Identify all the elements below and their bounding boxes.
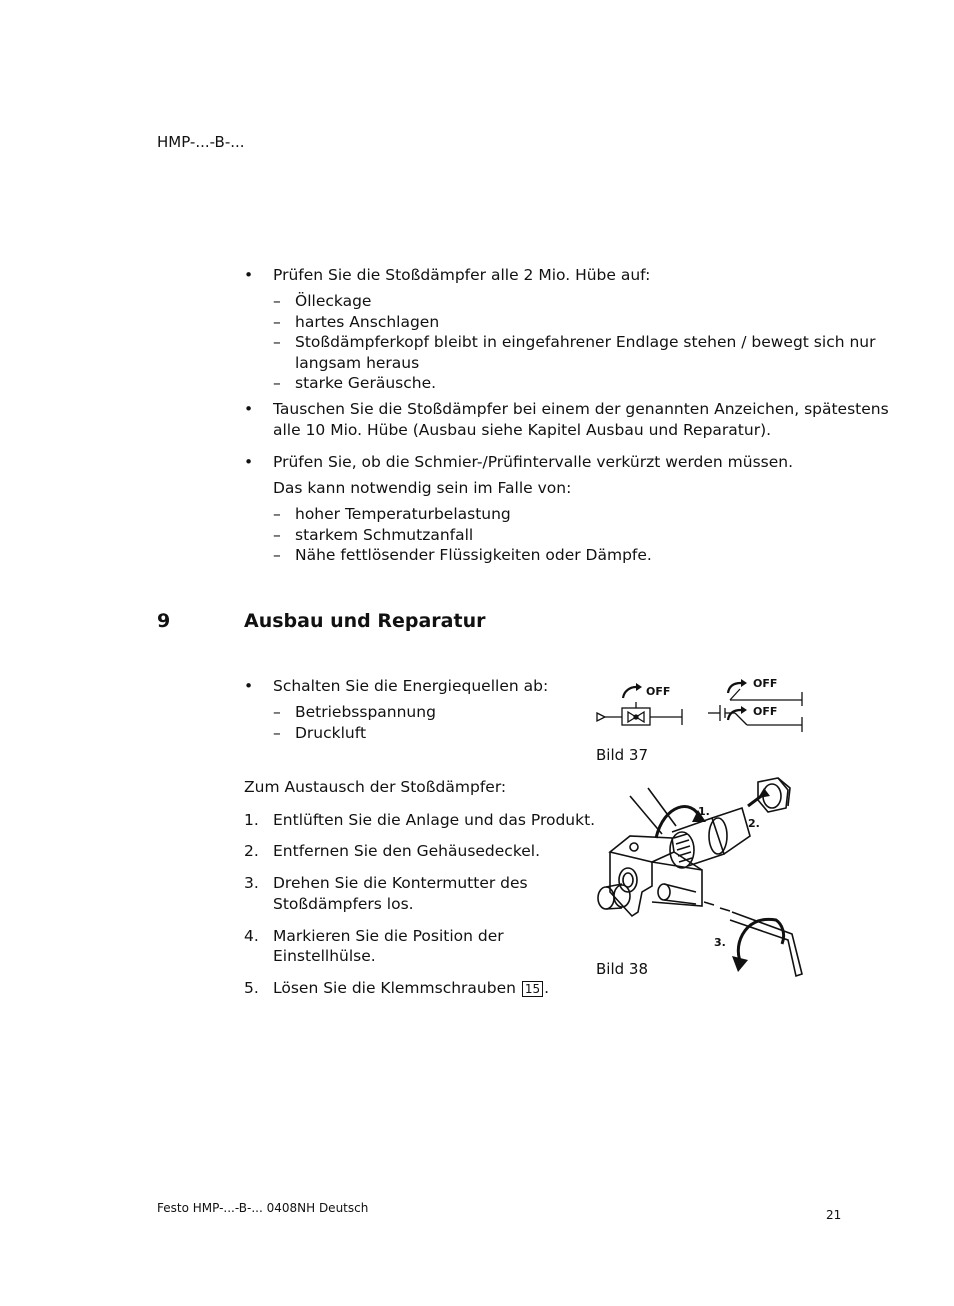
dash: – (273, 724, 281, 742)
check-intervals-note: Das kann notwendig sein im Falle von: (273, 479, 572, 497)
list-item: starkem Schmutzanfall (295, 526, 474, 544)
section-number: 9 (157, 610, 171, 632)
dash: – (273, 292, 281, 310)
section-title: Ausbau und Reparatur (244, 610, 486, 632)
bullet: • (244, 453, 254, 471)
step-text: Drehen Sie die Kontermutter des (273, 874, 528, 892)
step-number: 3. (244, 874, 259, 892)
off-label: OFF (646, 685, 671, 698)
bullet: • (244, 677, 254, 695)
dash: – (273, 374, 281, 392)
footer-doc-id: Festo HMP-...-B-... 0408NH Deutsch (157, 1201, 369, 1215)
step-text-cont: Stoßdämpfers los. (273, 895, 414, 913)
step-text: Entfernen Sie den Gehäusedeckel. (273, 842, 541, 860)
list-item: Ölleckage (295, 292, 372, 310)
bullet: • (244, 400, 254, 418)
step-3-label: 3. (714, 936, 726, 949)
step-text: Markieren Sie die Position der (273, 927, 504, 945)
step-number: 2. (244, 842, 259, 860)
off-label: OFF (753, 677, 778, 690)
step-text: Entlüften Sie die Anlage und das Produkt. (273, 811, 596, 829)
dash: – (273, 505, 281, 523)
page-number: 21 (826, 1208, 842, 1222)
check-intervals: Prüfen Sie, ob die Schmier-/Prüfintervalle verkürzt werden müssen. (273, 453, 794, 471)
step-text-main: Lösen Sie die Klemmschrauben (273, 979, 516, 997)
step-text-cont: Einstellhülse. (273, 947, 376, 965)
list-item: hoher Temperaturbelastung (295, 505, 511, 523)
step-2-label: 2. (748, 817, 760, 830)
dash: – (273, 333, 281, 351)
item-number-box: 15 (522, 981, 543, 997)
list-item: Nähe fettlösender Flüssigkeiten oder Dämpfe. (295, 546, 652, 564)
dash: – (273, 526, 281, 544)
step-number: 4. (244, 927, 259, 945)
dash: – (273, 313, 281, 331)
step-number: 1. (244, 811, 259, 829)
dash: – (273, 703, 281, 721)
step-text-end: . (544, 979, 550, 997)
page-header: HMP-...-B-... (157, 133, 245, 151)
list-item: hartes Anschlagen (295, 313, 440, 331)
arrow-head (732, 956, 748, 972)
step-text (273, 978, 549, 998)
figure-caption-38: Bild 38 (596, 960, 649, 978)
list-item-cont: langsam heraus (295, 354, 420, 372)
energy-off-symbols-figure (590, 672, 815, 734)
procedure-intro: Zum Austausch der Stoßdämpfer: (244, 778, 507, 796)
list-item: Stoßdämpferkopf bleibt in eingefahrener Endlage stehen / bewegt sich nur (295, 333, 876, 351)
switch-off-energy: Schalten Sie die Energiequellen ab: (273, 677, 549, 695)
replace-shock-absorbers-cont: alle 10 Mio. Hübe (Ausbau siehe Kapitel Ausbau und Reparatur). (273, 421, 772, 439)
check-shock-absorbers: Prüfen Sie die Stoßdämpfer alle 2 Mio. Hübe auf: (273, 266, 651, 284)
step-number: 5. (244, 979, 259, 997)
bullet: • (244, 266, 254, 284)
list-item: Druckluft (295, 724, 367, 742)
list-item: Betriebsspannung (295, 703, 436, 721)
off-label: OFF (753, 705, 778, 718)
step-1-label: 1. (698, 805, 710, 818)
shock-absorber-removal-figure (592, 774, 808, 980)
figure-caption-37: Bild 37 (596, 746, 649, 764)
replace-shock-absorbers: Tauschen Sie die Stoßdämpfer bei einem der genannten Anzeichen, spätestens (273, 400, 889, 418)
arrow-head (758, 788, 770, 798)
list-item: starke Geräusche. (295, 374, 437, 392)
dash: – (273, 546, 281, 564)
